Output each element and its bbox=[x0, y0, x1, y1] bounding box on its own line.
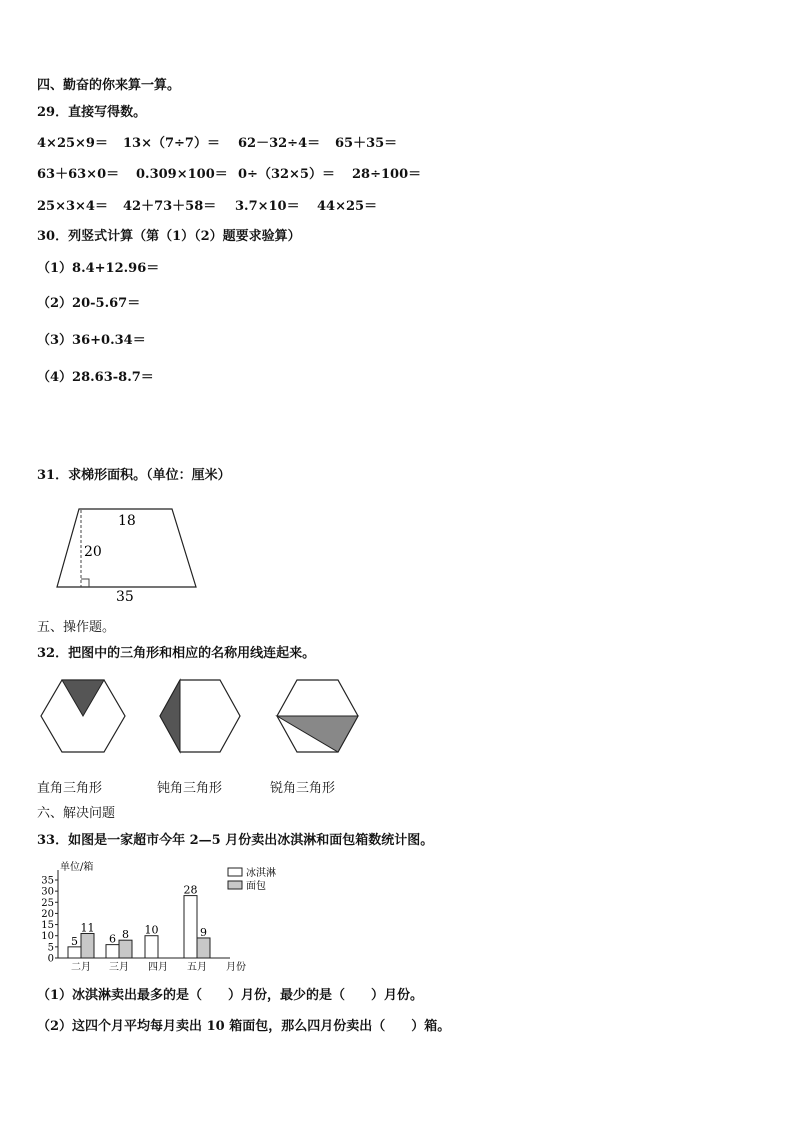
q29-item: 3.7×10＝ bbox=[235, 199, 300, 214]
y-tick-label: 5 bbox=[47, 942, 54, 954]
section-4-heading: 四、勤奋的你来算一算。 bbox=[37, 78, 181, 93]
y-tick-label: 35 bbox=[41, 875, 54, 887]
x-category-label: 三月 bbox=[109, 962, 129, 973]
y-tick-label: 0 bbox=[47, 953, 54, 965]
q33-title: 33．如图是一家超市今年 2—5 月份卖出冰淇淋和面包箱数统计图。 bbox=[37, 833, 434, 848]
section-6-heading: 六、解决问题 bbox=[37, 806, 116, 821]
bar-value-label: 6 bbox=[109, 932, 116, 946]
legend-label: 冰淇淋 bbox=[246, 868, 276, 879]
q29-item: 65＋35＝ bbox=[335, 136, 398, 151]
chart-bars bbox=[68, 868, 242, 958]
bar-icecream bbox=[68, 947, 81, 958]
y-axis-label: 单位/箱 bbox=[60, 862, 94, 873]
trapezoid-height-label: 20 bbox=[84, 544, 102, 560]
trapezoid-top-label: 18 bbox=[118, 513, 136, 529]
label-right-triangle: 直角三角形 bbox=[37, 781, 103, 796]
legend-swatch bbox=[228, 868, 242, 876]
q33-question-1: （1）冰淇淋卖出最多的是（ ）月份，最少的是（ ）月份。 bbox=[37, 988, 424, 1003]
q31-title: 31．求梯形面积。（单位：厘米） bbox=[37, 468, 231, 483]
legend-label: 面包 bbox=[246, 881, 266, 892]
bar-value-label: 11 bbox=[80, 921, 95, 935]
bar-icecream bbox=[106, 945, 119, 958]
bar-value-label: 8 bbox=[122, 928, 129, 942]
y-tick-label: 20 bbox=[41, 908, 54, 920]
q29-item: 25×3×4＝ bbox=[37, 199, 108, 214]
q32-title: 32．把图中的三角形和相应的名称用线连起来。 bbox=[37, 646, 316, 661]
section-5-heading: 五、操作题。 bbox=[37, 620, 116, 635]
q29-item: 42＋73＋58＝ bbox=[123, 199, 217, 214]
legend-swatch bbox=[228, 881, 242, 889]
x-axis-label: 月份 bbox=[226, 962, 246, 973]
trapezoid-bottom-label: 35 bbox=[116, 589, 134, 605]
y-tick-label: 25 bbox=[41, 897, 54, 909]
y-tick-label: 15 bbox=[41, 920, 54, 932]
q29-title: 29．直接写得数。 bbox=[37, 105, 147, 120]
bar-value-label: 9 bbox=[200, 925, 207, 939]
q29-item: 0÷（32×5）＝ bbox=[238, 167, 335, 182]
x-category-label: 四月 bbox=[148, 962, 168, 973]
label-obtuse-triangle: 钝角三角形 bbox=[157, 781, 223, 796]
bar-icecream bbox=[145, 936, 158, 958]
bar-bread bbox=[81, 933, 94, 958]
q29-item: 4×25×9＝ bbox=[37, 136, 108, 151]
bar-value-label: 10 bbox=[144, 923, 159, 937]
q30-item: （4）28.63-8.7＝ bbox=[37, 370, 154, 385]
bar-value-label: 28 bbox=[183, 883, 198, 897]
y-tick-label: 30 bbox=[41, 886, 54, 898]
q29-item: 13×（7÷7）＝ bbox=[123, 136, 220, 151]
bar-value-label: 5 bbox=[71, 934, 78, 948]
x-category-label: 五月 bbox=[187, 962, 207, 973]
q29-item: 28÷100＝ bbox=[352, 167, 422, 182]
q33-question-2: （2）这四个月平均每月卖出 10 箱面包，那么四月份卖出（ ）箱。 bbox=[37, 1019, 451, 1034]
q30-item: （3）36+0.34＝ bbox=[37, 333, 146, 348]
x-category-label: 二月 bbox=[71, 962, 91, 973]
q29-item: 0.309×100＝ bbox=[136, 167, 228, 182]
q29-item: 63＋63×0＝ bbox=[37, 167, 120, 182]
q29-item: 44×25＝ bbox=[317, 199, 378, 214]
q30-item: （1）8.4+12.96＝ bbox=[37, 261, 160, 276]
q30-title: 30．列竖式计算（第（1）（2）题要求验算） bbox=[37, 229, 301, 244]
q29-item: 62－32÷4＝ bbox=[238, 136, 321, 151]
label-acute-triangle: 锐角三角形 bbox=[270, 781, 336, 796]
q30-item: （2）20-5.67＝ bbox=[37, 296, 141, 311]
bar-icecream bbox=[184, 896, 197, 958]
y-tick-label: 10 bbox=[41, 931, 54, 943]
bar-bread bbox=[197, 938, 210, 958]
bar-bread bbox=[119, 940, 132, 958]
